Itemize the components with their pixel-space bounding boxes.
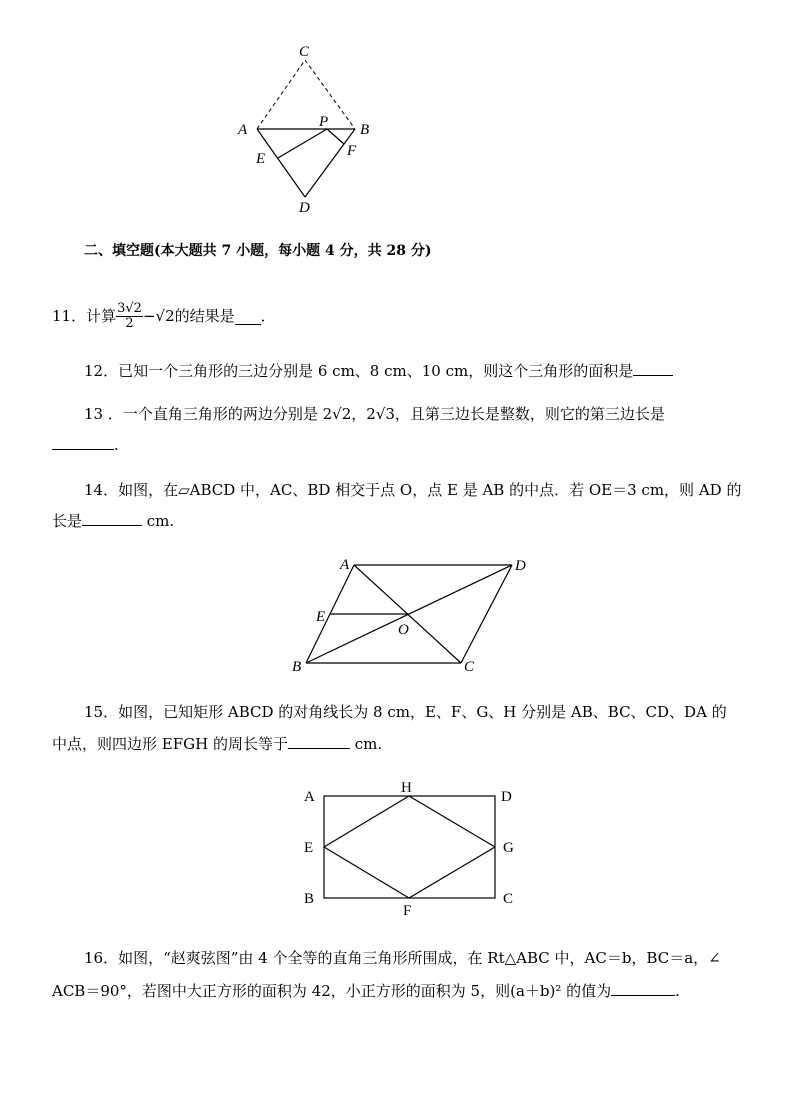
q16-line1: 16．如图，“赵爽弦图”由 4 个全等的直角三角形所围成，在 Rt△ABC 中，AC＝b，BC＝a，∠ [84, 949, 721, 967]
q11-end: ． [260, 307, 276, 325]
q15-answer-blank[interactable] [288, 732, 350, 749]
q11-fraction-numerator: 3√2 [117, 300, 142, 316]
label-A: A [340, 557, 350, 573]
label-D: D [515, 558, 526, 574]
label-B: B [292, 659, 302, 675]
label-E: E [316, 609, 326, 625]
q11-minus-term: −√2 [142, 307, 175, 325]
q11-fraction-denominator: 2 [125, 315, 134, 331]
label-O: O [398, 622, 409, 638]
label-A: A [238, 122, 248, 138]
q14-line2-suffix: cm. [142, 512, 175, 530]
q14-line1: 14．如图，在▱ABCD 中，AC、BD 相交于点 O，点 E 是 AB 的中点．若 OE＝3 cm，则 AD 的 [84, 481, 742, 499]
q16-line2-end: . [675, 982, 680, 1000]
q15-line2-suffix: cm. [349, 735, 383, 753]
label-C: C [464, 659, 475, 675]
label-G: G [503, 840, 514, 856]
q11-answer-blank[interactable] [235, 308, 261, 325]
label-A: A [304, 789, 315, 805]
label-F: F [347, 143, 357, 159]
question-14-line2 [52, 509, 174, 532]
label-B: B [360, 122, 370, 138]
question-12 [84, 359, 673, 382]
label-P: P [319, 114, 329, 130]
q14-line2-prefix: 长是 [52, 512, 83, 530]
question-16-line2 [52, 979, 680, 1002]
q11-fraction [116, 302, 143, 331]
label-E: E [256, 151, 266, 167]
figure-rectangle-rhombus [295, 775, 535, 925]
q12-answer-blank[interactable] [633, 359, 673, 376]
q15-line2-prefix: 中点，则四边形 EFGH 的周长等于 [52, 735, 288, 753]
label-C: C [299, 44, 310, 60]
label-D: D [501, 789, 512, 805]
label-C: C [503, 891, 514, 907]
q11-number: 11． [52, 307, 87, 325]
question-13 [84, 403, 665, 425]
q14-answer-blank[interactable] [82, 509, 142, 526]
figure-parallelogram [280, 550, 540, 680]
label-E: E [304, 840, 314, 856]
question-15-line2 [52, 732, 382, 755]
label-B: B [304, 891, 315, 907]
question-11 [52, 296, 276, 336]
section-title: 二、填空题(本大题共 7 小题，每小题 4 分，共 28 分) [84, 243, 432, 259]
label-H: H [401, 780, 412, 796]
q11-prefix: 计算 [86, 307, 117, 325]
q16-answer-blank[interactable] [611, 979, 675, 996]
q13-line1: 13 ．一个直角三角形的两边分别是 2√2，2√3，且第三边长是整数，则它的第三边长是 [84, 405, 665, 423]
question-13-line2 [52, 433, 119, 456]
q13-answer-blank[interactable] [52, 433, 114, 450]
label-D: D [299, 200, 310, 216]
q15-line1: 15．如图，已知矩形 ABCD 的对角线长为 8 cm，E、F、G、H 分别是 AB、BC、CD、DA 的 [84, 703, 727, 721]
label-F: F [403, 903, 412, 919]
question-15 [84, 701, 727, 723]
question-16 [84, 947, 721, 969]
q16-line2-prefix: ACB＝90°，若图中大正方形的面积为 42，小正方形的面积为 5，则(a＋b)² 的值为 [52, 982, 612, 1000]
q13-end: . [114, 436, 119, 454]
q11-suffix: 的结果是 [174, 307, 235, 325]
question-14 [84, 479, 741, 501]
q12-text: 12．已知一个三角形的三边分别是 6 cm、8 cm、10 cm，则这个三角形的面积是 [84, 362, 634, 380]
figure-triangle-fold [230, 40, 380, 220]
